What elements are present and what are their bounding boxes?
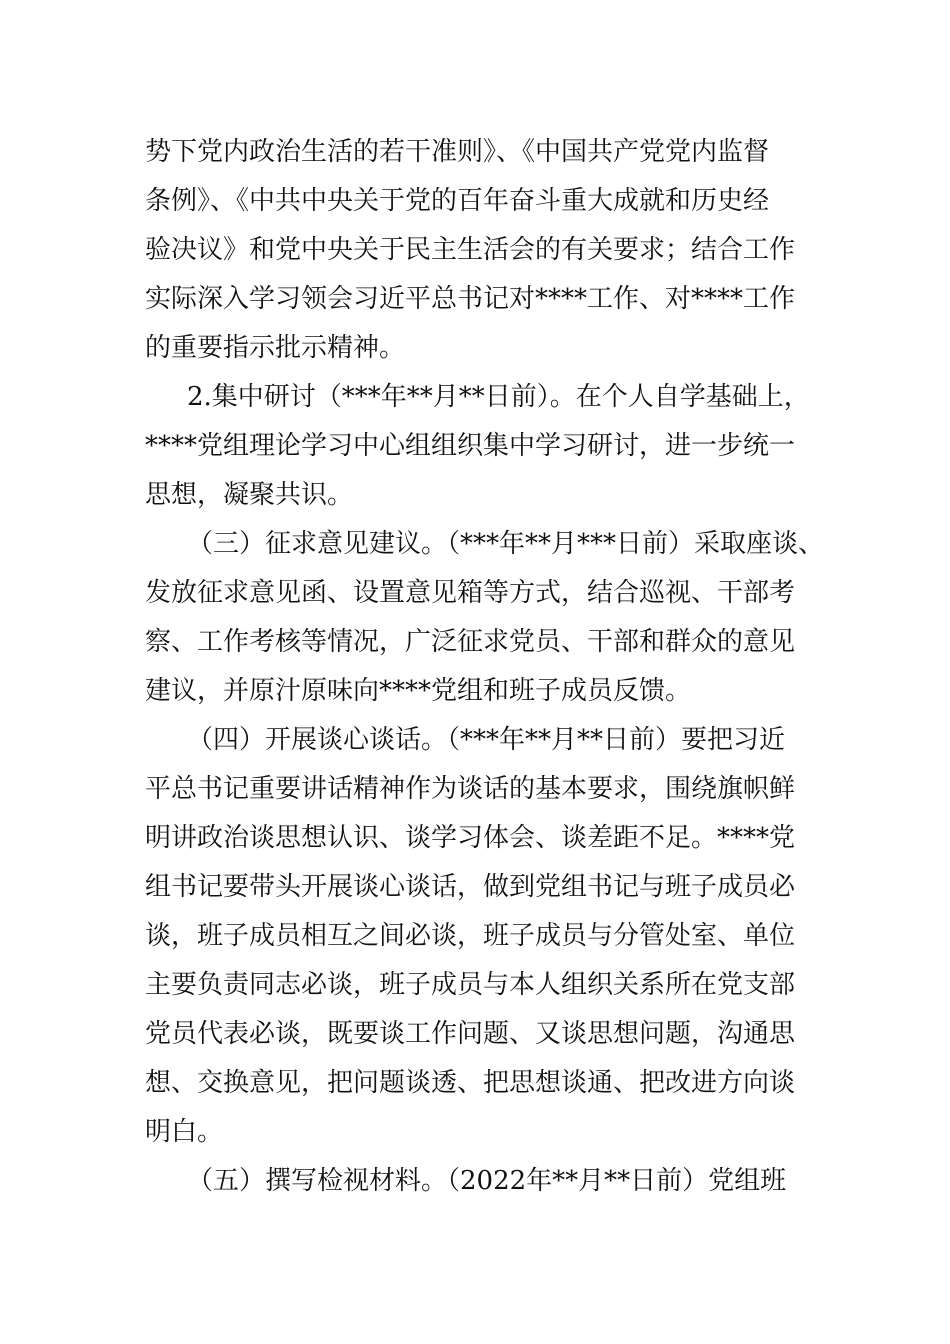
text-line: 实际深入学习领会习近平总书记对****工作、对****工作 (145, 284, 796, 314)
paragraph-continuation (145, 128, 845, 373)
document-body (145, 128, 845, 1206)
text-line: 思想，凝聚共识。 (145, 480, 354, 510)
text-line: 明讲政治谈思想认识、谈学习体会、谈差距不足。****党 (145, 823, 796, 853)
text-line: （五）撰写检视材料。（2022年**月**日前）党组班 (187, 1166, 787, 1196)
text-line: 明白。 (145, 1117, 224, 1147)
text-line: 建议，并原汁原味向****党组和班子成员反馈。 (145, 676, 692, 706)
text-line: 2.集中研讨（***年**月**日前）。在个人自学基础上， (187, 382, 810, 412)
text-line: 谈，班子成员相互之间必谈，班子成员与分管处室、单位 (145, 921, 796, 951)
text-line: 条例》、《中共中央关于党的百年奋斗重大成就和历史经 (145, 186, 770, 216)
text-line: 验决议》和党中央关于民主生活会的有关要求；结合工作 (145, 235, 796, 265)
paragraph-heart-to-heart-talks (145, 716, 845, 1157)
text-line: （三）征求意见建议。（***年**月***日前）采取座谈、 (187, 529, 825, 559)
text-line: 的重要指示批示精神。 (145, 333, 406, 363)
text-line: 主要负责同志必谈，班子成员与本人组织关系所在党支部 (145, 970, 796, 1000)
text-line: 组书记要带头开展谈心谈话，做到党组书记与班子成员必 (145, 872, 796, 902)
paragraph-centralized-discussion (145, 373, 845, 520)
text-line: ****党组理论学习中心组组织集中学习研讨，进一步统一 (145, 431, 796, 461)
text-line: 党员代表必谈，既要谈工作问题、又谈思想问题，沟通思 (145, 1019, 796, 1049)
paragraph-write-review-materials (145, 1157, 845, 1206)
text-line: 想、交换意见，把问题谈透、把思想谈通、把改进方向谈 (145, 1068, 796, 1098)
text-line: 发放征求意见函、设置意见箱等方式，结合巡视、干部考 (145, 578, 796, 608)
text-line: 势下党内政治生活的若干准则》、《中国共产党党内监督 (145, 137, 770, 167)
text-line: （四）开展谈心谈话。（***年**月**日前）要把习近 (187, 725, 786, 755)
text-line: 察、工作考核等情况，广泛征求党员、干部和群众的意见 (145, 627, 796, 657)
text-line: 平总书记重要讲话精神作为谈话的基本要求，围绕旗帜鲜 (145, 774, 796, 804)
paragraph-solicit-opinions (145, 520, 845, 716)
